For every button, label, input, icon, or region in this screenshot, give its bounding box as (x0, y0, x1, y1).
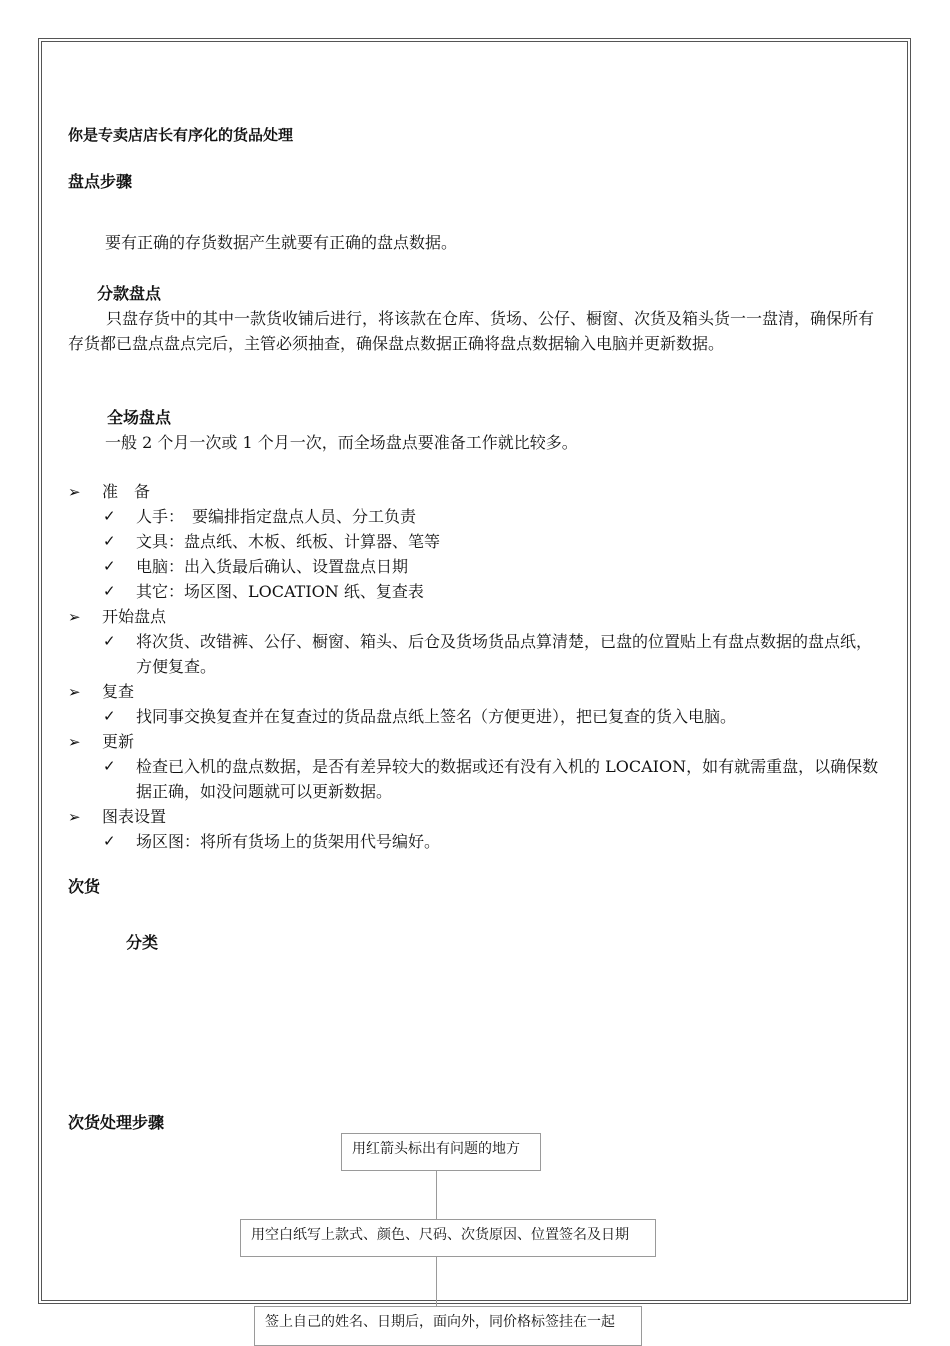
flow-connector (436, 1256, 437, 1308)
flow-step-box: 用空白纸写上款式、颜色、尺码、次货原因、位置签名及日期 (240, 1219, 656, 1257)
check-icon: ✓ (103, 757, 116, 775)
step-item: 将次货、改错裤、公仔、橱窗、箱头、后仓及货场货品点算清楚，已盘的位置贴上有盘点数据的盘点纸，方便复查。 (136, 632, 873, 676)
step-item: 场区图：将所有货场上的货架用代号编好。 (136, 832, 441, 851)
heading-defect-steps: 次货处理步骤 (68, 1113, 165, 1132)
check-icon: ✓ (103, 832, 116, 850)
bullet-arrow-icon: ➢ (68, 683, 81, 701)
check-icon: ✓ (103, 532, 116, 550)
heading-partial-count: 分款盘点 (97, 284, 162, 303)
flow-step-box: 用红箭头标出有问题的地方 (341, 1133, 541, 1171)
step-item: 文具：盘点纸、木板、纸板、计算器、笔等 (136, 532, 441, 551)
check-icon: ✓ (103, 557, 116, 575)
step-item: 电脑：出入货最后确认、设置盘点日期 (136, 557, 409, 576)
check-icon: ✓ (103, 632, 116, 650)
heading-full-count: 全场盘点 (107, 408, 172, 427)
bullet-arrow-icon: ➢ (68, 733, 81, 751)
check-icon: ✓ (103, 707, 116, 725)
heading-defective-goods: 次货 (68, 877, 101, 896)
bullet-arrow-icon: ➢ (68, 608, 81, 626)
step-label-recheck: 复查 (102, 682, 135, 701)
bullet-arrow-icon: ➢ (68, 483, 81, 501)
intro-paragraph: 要有正确的存货数据产生就要有正确的盘点数据。 (105, 233, 458, 252)
document-title: 你是专卖店店长有序化的货品处理 (68, 126, 294, 144)
step-label-update: 更新 (102, 732, 135, 751)
full-count-text: 一般 2 个月一次或 1 个月一次，而全场盘点要准备工作就比较多。 (105, 433, 578, 452)
step-label-chart-setup: 图表设置 (102, 807, 167, 826)
step-item: 其它：场区图、LOCATION 纸、复查表 (136, 582, 424, 601)
heading-counting-steps: 盘点步骤 (68, 172, 133, 191)
check-icon: ✓ (103, 582, 116, 600)
flow-connector (436, 1170, 437, 1220)
heading-category: 分类 (126, 933, 159, 952)
step-label-prepare: 准 备 (102, 482, 151, 501)
flow-step-box: 签上自己的姓名、日期后，面向外，同价格标签挂在一起 (254, 1306, 642, 1346)
bullet-arrow-icon: ➢ (68, 808, 81, 826)
partial-count-text: 只盘存货中的其中一款货收铺后进行，将该款在仓库、货场、公仔、橱窗、次货及箱头货一一盘清，确保所有存货都已盘点盘点完后，主管必须抽查，确保盘点数据正确将盘点数据输入电脑并更新数据。 (68, 309, 875, 353)
step-label-start: 开始盘点 (102, 607, 167, 626)
step-item: 检查已入机的盘点数据，是否有差异较大的数据或还有没有入机的 LOCAION，如有就需重盘，以确保数据正确，如没问题就可以更新数据。 (136, 757, 879, 801)
step-item: 人手： 要编排指定盘点人员、分工负责 (136, 507, 417, 526)
step-item: 找同事交换复查并在复查过的货品盘点纸上签名（方便更进），把已复查的货入电脑。 (136, 707, 737, 726)
check-icon: ✓ (103, 507, 116, 525)
